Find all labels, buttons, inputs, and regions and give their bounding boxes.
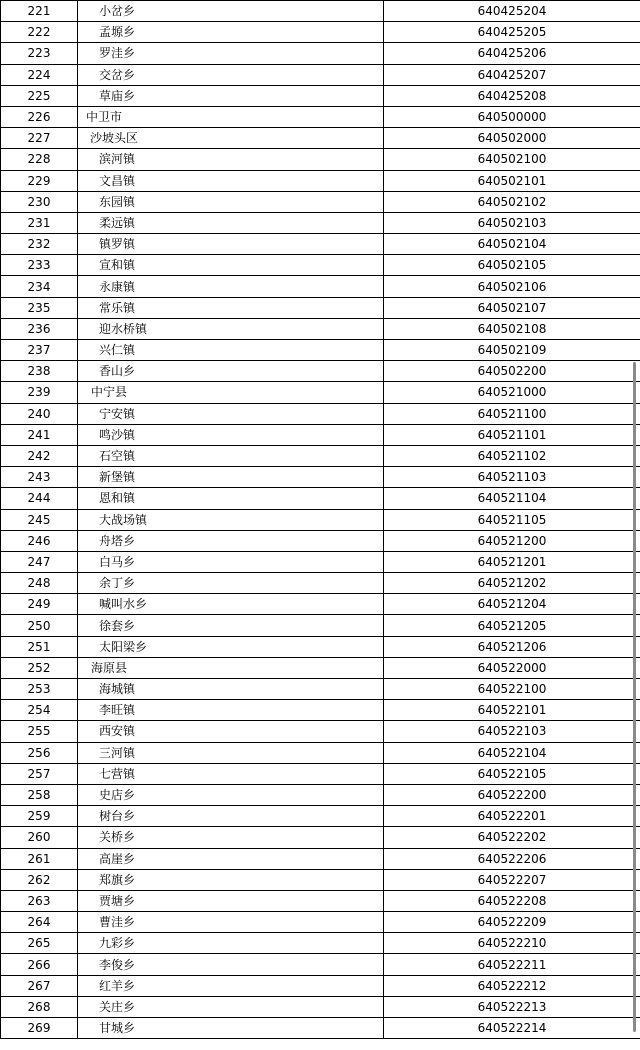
table-row: [1, 297, 640, 318]
table-row: [1, 784, 640, 805]
division-name-cell: [78, 530, 384, 551]
division-code-cell: 640521000: [384, 382, 640, 403]
row-index-cell: 263: [1, 890, 78, 911]
table-row: [1, 403, 640, 424]
row-index-cell: 221: [1, 1, 78, 22]
division-code-cell: 640521202: [384, 573, 640, 594]
division-name: 沙坡头区: [90, 131, 139, 146]
table-row: [1, 22, 640, 43]
division-code-cell: 640522211: [384, 954, 640, 975]
division-name: 石空镇: [99, 449, 136, 464]
division-code-cell: 640522214: [384, 1018, 640, 1039]
division-code-cell: 640521103: [384, 467, 640, 488]
division-code-cell: 640502106: [384, 276, 640, 297]
table-row: [1, 340, 640, 361]
division-name: 树台乡: [99, 809, 136, 824]
table-row: [1, 64, 640, 85]
division-name: 李俊乡: [99, 957, 136, 972]
table-row: [1, 551, 640, 572]
table-row: [1, 763, 640, 784]
division-name-cell: [78, 509, 384, 530]
division-code-cell: 640522213: [384, 996, 640, 1017]
division-code-cell: 640502108: [384, 318, 640, 339]
table-row: [1, 530, 640, 551]
division-name-cell: [78, 933, 384, 954]
row-index-cell: 268: [1, 996, 78, 1017]
division-name-cell: [78, 297, 384, 318]
division-name-cell: [78, 276, 384, 297]
row-index-cell: 238: [1, 361, 78, 382]
division-code-cell: 640502104: [384, 234, 640, 255]
division-name: 九彩乡: [99, 936, 136, 951]
row-index-cell: 267: [1, 975, 78, 996]
division-name: 李旺镇: [99, 703, 136, 718]
table-row: [1, 43, 640, 64]
table-row: [1, 1018, 640, 1039]
division-code-cell: 640425204: [384, 1, 640, 22]
division-code-cell: 640521205: [384, 615, 640, 636]
division-code-cell: 640521104: [384, 488, 640, 509]
table-row: [1, 106, 640, 127]
division-name-cell: [78, 191, 384, 212]
division-code-cell: 640522105: [384, 763, 640, 784]
division-name-cell: [78, 403, 384, 424]
division-code-cell: 640522000: [384, 657, 640, 678]
row-index-cell: 229: [1, 170, 78, 191]
division-code-cell: 640521102: [384, 445, 640, 466]
row-index-cell: 244: [1, 488, 78, 509]
division-code-cell: 640502107: [384, 297, 640, 318]
division-name-cell: [78, 64, 384, 85]
division-name: 草庙乡: [99, 88, 136, 103]
row-index-cell: 266: [1, 954, 78, 975]
division-name: 鸣沙镇: [99, 427, 136, 442]
table-row: [1, 1, 640, 22]
division-name: 白马乡: [99, 554, 136, 569]
division-name-cell: [78, 212, 384, 233]
division-name: 中卫市: [86, 110, 123, 125]
division-code-cell: 640425206: [384, 43, 640, 64]
division-code-cell: 640502000: [384, 128, 640, 149]
division-code-cell: 640522209: [384, 912, 640, 933]
row-index-cell: 251: [1, 636, 78, 657]
row-index-cell: 236: [1, 318, 78, 339]
row-index-cell: 227: [1, 128, 78, 149]
division-code-cell: 640521206: [384, 636, 640, 657]
division-name-cell: [78, 170, 384, 191]
row-index-cell: 231: [1, 212, 78, 233]
row-index-cell: 257: [1, 763, 78, 784]
table-row: [1, 276, 640, 297]
division-name: 西安镇: [99, 724, 136, 739]
division-name: 文昌镇: [99, 173, 136, 188]
division-name: 曹洼乡: [99, 915, 136, 930]
row-index-cell: 256: [1, 742, 78, 763]
division-name-cell: [78, 573, 384, 594]
vertical-scrollbar[interactable]: [633, 362, 636, 1032]
division-name-cell: [78, 43, 384, 64]
division-name: 七营镇: [99, 766, 136, 781]
row-index-cell: 252: [1, 657, 78, 678]
division-name: 甘城乡: [99, 1021, 136, 1036]
division-name: 贾塘乡: [99, 893, 136, 908]
row-index-cell: 255: [1, 721, 78, 742]
division-name-cell: [78, 1, 384, 22]
division-name-cell: [78, 1018, 384, 1039]
division-code-cell: 640425205: [384, 22, 640, 43]
table-row: [1, 742, 640, 763]
division-name-cell: [78, 106, 384, 127]
table-row: [1, 255, 640, 276]
division-code-cell: 640522202: [384, 827, 640, 848]
division-code-cell: 640502109: [384, 340, 640, 361]
division-name: 东园镇: [99, 194, 136, 209]
division-code-cell: 640522208: [384, 890, 640, 911]
division-name: 余丁乡: [99, 576, 136, 591]
division-name-cell: [78, 912, 384, 933]
division-name: 迎水桥镇: [99, 321, 148, 336]
division-name-cell: [78, 657, 384, 678]
division-name: 中宁县: [91, 385, 128, 400]
division-name: 永康镇: [99, 279, 136, 294]
row-index-cell: 224: [1, 64, 78, 85]
table-row: [1, 424, 640, 445]
row-index-cell: 230: [1, 191, 78, 212]
division-name: 小岔乡: [99, 4, 136, 19]
table-row: [1, 128, 640, 149]
division-name-cell: [78, 890, 384, 911]
row-index-cell: 228: [1, 149, 78, 170]
division-name: 红羊乡: [99, 978, 136, 993]
table-row: [1, 827, 640, 848]
division-code-cell: 640522207: [384, 869, 640, 890]
division-name-cell: [78, 85, 384, 106]
division-code-cell: 640522103: [384, 721, 640, 742]
division-name-cell: [78, 318, 384, 339]
table-row: [1, 933, 640, 954]
row-index-cell: 262: [1, 869, 78, 890]
row-index-cell: 253: [1, 679, 78, 700]
row-index-cell: 241: [1, 424, 78, 445]
division-name-cell: [78, 975, 384, 996]
division-name-cell: [78, 996, 384, 1017]
table-body: [1, 1, 640, 1039]
division-name: 滨河镇: [99, 152, 136, 167]
table-row: [1, 318, 640, 339]
table-row: [1, 212, 640, 233]
division-code-cell: 640522101: [384, 700, 640, 721]
table-row: [1, 85, 640, 106]
division-name-cell: [78, 763, 384, 784]
division-name: 关庄乡: [99, 999, 136, 1014]
division-name-cell: [78, 234, 384, 255]
division-code-cell: 640521105: [384, 509, 640, 530]
division-name-cell: [78, 784, 384, 805]
division-name: 太阳梁乡: [99, 639, 148, 654]
row-index-cell: 223: [1, 43, 78, 64]
division-code-cell: 640522210: [384, 933, 640, 954]
division-code-cell: 640522201: [384, 806, 640, 827]
row-index-cell: 248: [1, 573, 78, 594]
division-name: 史店乡: [99, 788, 136, 803]
table-row: [1, 657, 640, 678]
division-code-cell: 640522104: [384, 742, 640, 763]
table-row: [1, 488, 640, 509]
division-code-cell: 640522212: [384, 975, 640, 996]
row-index-cell: 237: [1, 340, 78, 361]
table-row: [1, 361, 640, 382]
division-name-cell: [78, 255, 384, 276]
division-code-cell: 640502200: [384, 361, 640, 382]
division-name-cell: [78, 721, 384, 742]
division-code-cell: 640425207: [384, 64, 640, 85]
table-row: [1, 912, 640, 933]
division-name: 柔远镇: [99, 215, 136, 230]
division-name-cell: [78, 636, 384, 657]
row-index-cell: 239: [1, 382, 78, 403]
table-row: [1, 975, 640, 996]
table-row: [1, 573, 640, 594]
division-name: 恩和镇: [99, 491, 136, 506]
row-index-cell: 246: [1, 530, 78, 551]
row-index-cell: 240: [1, 403, 78, 424]
division-code-cell: 640521201: [384, 551, 640, 572]
division-name: 宣和镇: [99, 258, 136, 273]
division-name: 郑旗乡: [99, 872, 136, 887]
division-code-cell: 640522200: [384, 784, 640, 805]
division-name: 常乐镇: [99, 300, 136, 315]
division-code-cell: 640521100: [384, 403, 640, 424]
division-code-cell: 640425208: [384, 85, 640, 106]
table-row: [1, 954, 640, 975]
table-row: [1, 615, 640, 636]
row-index-cell: 254: [1, 700, 78, 721]
table-row: [1, 996, 640, 1017]
division-name: 新堡镇: [99, 470, 136, 485]
row-index-cell: 269: [1, 1018, 78, 1039]
division-name-cell: [78, 827, 384, 848]
table-row: [1, 848, 640, 869]
table-row: [1, 636, 640, 657]
division-name-cell: [78, 615, 384, 636]
division-name: 兴仁镇: [99, 343, 136, 358]
division-code-cell: 640521204: [384, 594, 640, 615]
division-name-cell: [78, 445, 384, 466]
row-index-cell: 259: [1, 806, 78, 827]
division-name-cell: [78, 488, 384, 509]
row-index-cell: 222: [1, 22, 78, 43]
division-name-cell: [78, 128, 384, 149]
division-name: 舟塔乡: [99, 533, 136, 548]
division-code-cell: 640522100: [384, 679, 640, 700]
table-row: [1, 594, 640, 615]
division-name: 宁安镇: [99, 406, 136, 421]
division-name-cell: [78, 594, 384, 615]
row-index-cell: 261: [1, 848, 78, 869]
row-index-cell: 258: [1, 784, 78, 805]
row-index-cell: 234: [1, 276, 78, 297]
division-name: 海城镇: [99, 682, 136, 697]
row-index-cell: 226: [1, 106, 78, 127]
division-name: 三河镇: [99, 745, 136, 760]
table-row: [1, 382, 640, 403]
row-index-cell: 232: [1, 234, 78, 255]
division-name-cell: [78, 424, 384, 445]
division-name-cell: [78, 742, 384, 763]
division-name-cell: [78, 340, 384, 361]
table-row: [1, 467, 640, 488]
division-name-cell: [78, 467, 384, 488]
division-name-cell: [78, 869, 384, 890]
table-row: [1, 806, 640, 827]
row-index-cell: 260: [1, 827, 78, 848]
division-name: 高崖乡: [99, 851, 136, 866]
table-row: [1, 869, 640, 890]
table-row: [1, 170, 640, 191]
division-name: 交岔乡: [99, 67, 136, 82]
row-index-cell: 264: [1, 912, 78, 933]
division-code-cell: 640502105: [384, 255, 640, 276]
division-code-cell: 640521200: [384, 530, 640, 551]
division-name: 关桥乡: [99, 830, 136, 845]
row-index-cell: 233: [1, 255, 78, 276]
division-name-cell: [78, 700, 384, 721]
division-name-cell: [78, 551, 384, 572]
row-index-cell: 250: [1, 615, 78, 636]
table-row: [1, 700, 640, 721]
division-name-cell: [78, 149, 384, 170]
table-row: [1, 445, 640, 466]
division-name: 罗洼乡: [99, 46, 136, 61]
division-code-cell: 640521101: [384, 424, 640, 445]
division-name-cell: [78, 382, 384, 403]
division-name: 喊叫水乡: [99, 597, 148, 612]
division-name: 香山乡: [99, 364, 136, 379]
division-code-cell: 640500000: [384, 106, 640, 127]
table-row: [1, 234, 640, 255]
row-index-cell: 235: [1, 297, 78, 318]
row-index-cell: 243: [1, 467, 78, 488]
division-code-cell: 640522206: [384, 848, 640, 869]
division-name-cell: [78, 806, 384, 827]
table-row: [1, 679, 640, 700]
division-name: 镇罗镇: [99, 237, 136, 252]
division-code-cell: 640502100: [384, 149, 640, 170]
division-name-cell: [78, 954, 384, 975]
row-index-cell: 225: [1, 85, 78, 106]
division-name-cell: [78, 22, 384, 43]
division-name: 孟塬乡: [99, 25, 136, 40]
division-name: 海原县: [91, 660, 128, 675]
row-index-cell: 242: [1, 445, 78, 466]
division-code-cell: 640502101: [384, 170, 640, 191]
table-row: [1, 890, 640, 911]
row-index-cell: 245: [1, 509, 78, 530]
table-row: [1, 191, 640, 212]
row-index-cell: 247: [1, 551, 78, 572]
division-code-cell: 640502102: [384, 191, 640, 212]
table-row: [1, 721, 640, 742]
division-name: 大战场镇: [99, 512, 148, 527]
division-name-cell: [78, 679, 384, 700]
row-index-cell: 249: [1, 594, 78, 615]
division-name: 徐套乡: [99, 618, 136, 633]
row-index-cell: 265: [1, 933, 78, 954]
division-name-cell: [78, 361, 384, 382]
table-row: [1, 149, 640, 170]
table-row: [1, 509, 640, 530]
division-code-cell: 640502103: [384, 212, 640, 233]
division-name-cell: [78, 848, 384, 869]
